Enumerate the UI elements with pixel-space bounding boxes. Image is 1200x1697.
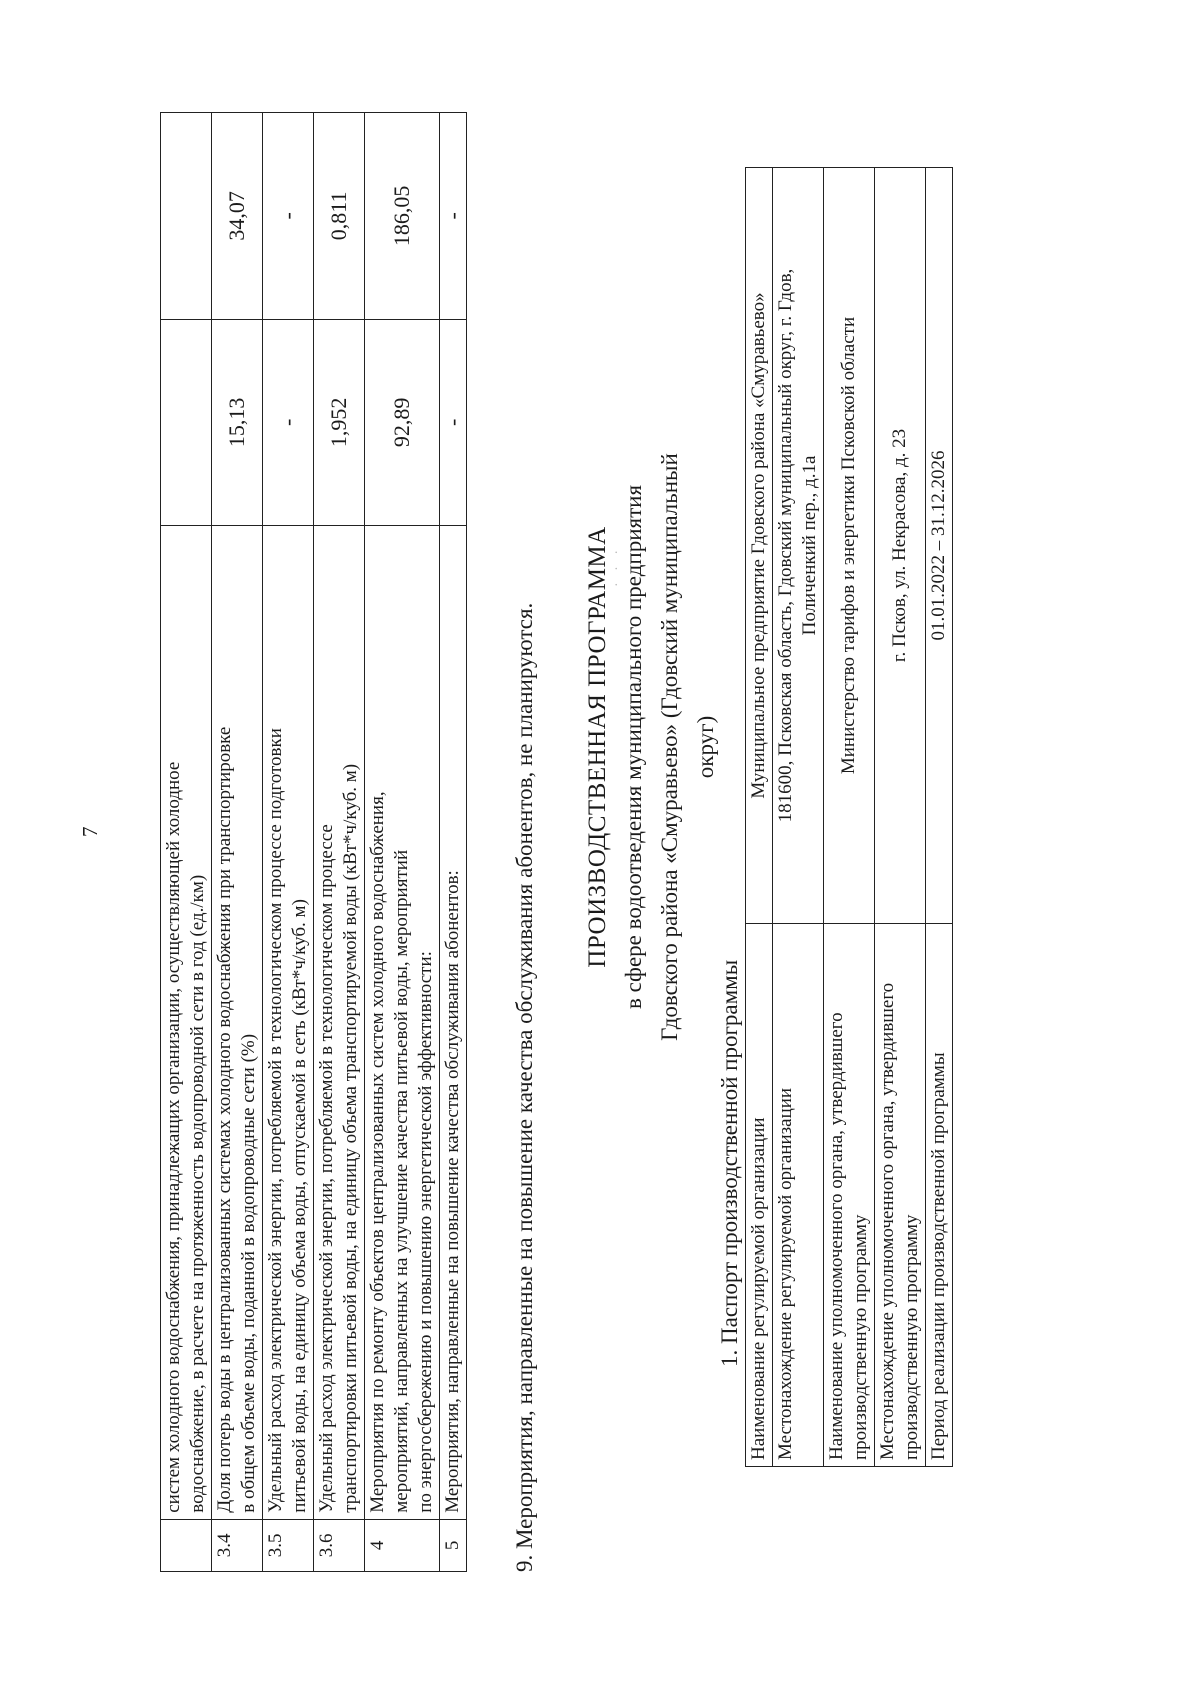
table-row — [875, 168, 926, 1467]
row-number: 3.4 — [212, 1519, 263, 1571]
label-line: Период реализации производственной программы — [928, 1052, 949, 1460]
row-number: 3.5 — [263, 1519, 314, 1571]
passport-value — [926, 168, 953, 924]
passport-label — [875, 924, 926, 1467]
row-number: 5 — [440, 1519, 467, 1571]
row-number: 3.6 — [314, 1519, 365, 1571]
description-line: Мероприятия по ремонту объектов централизованных систем холодного водоснабжения, — [367, 791, 388, 1513]
passport-value — [824, 168, 875, 924]
value-line: Муниципальное предприятие Гдовского района «Смуравьево» — [748, 292, 769, 799]
description-line: Удельный расход электрической энергии, потребляемой в технологическом процессе подготовки — [265, 728, 286, 1513]
passport-label — [824, 924, 875, 1467]
label-line: Наименование уполномоченного органа, утвердившего — [826, 1012, 847, 1460]
program-title: ПРОИЗВОДСТВЕННАЯ ПРОГРАММА — [584, 526, 611, 968]
passport-value — [875, 168, 926, 924]
description-line: мероприятий, направленных на улучшение качества питьевой воды, мероприятий — [391, 849, 412, 1513]
description-line: Доля потерь воды в централизованных системах холодного водоснабжения при транспортировке — [214, 726, 235, 1513]
table-row — [161, 113, 212, 1572]
passport-value — [746, 168, 773, 924]
row-number: 4 — [365, 1519, 440, 1571]
value-cell: 15,13 — [212, 319, 263, 525]
label-line: Местонахождение уполномоченного органа, утвердившего — [877, 982, 898, 1460]
passport-heading: 1. Паспорт производственной программы — [717, 959, 742, 1367]
value-cell: - — [263, 319, 314, 525]
value-line: Поличенкий пер., д.1а — [799, 455, 820, 636]
description-line: в общем объеме воды, поданной в водопроводные сети (%) — [238, 1033, 259, 1513]
table-row — [212, 113, 263, 1572]
value-cell: - — [440, 319, 467, 525]
section-9-text: 9. Мероприятия, направленные на повышение качества обслуживания абонентов, не планируются. — [512, 602, 537, 1572]
indicators-table — [160, 112, 467, 1572]
passport-label — [773, 924, 824, 1467]
row-description — [440, 525, 467, 1519]
table-row — [926, 168, 953, 1467]
passport-label — [926, 924, 953, 1467]
label-line: производственную программу — [901, 1214, 922, 1460]
program-title-block — [580, 437, 724, 1057]
program-subtitle-1: в сфере водоотведения муниципального предприятия — [621, 484, 646, 1010]
passport-table — [745, 167, 953, 1467]
description-line: систем холодного водоснабжения, принадлежащих организации, осуществляющей холодное — [163, 761, 184, 1513]
passport-value — [773, 168, 824, 924]
page-number: 7 — [78, 826, 102, 837]
value-cell: - — [440, 113, 467, 320]
row-description — [263, 525, 314, 1519]
table-row — [314, 113, 365, 1572]
value-cell: 0,811 — [314, 113, 365, 320]
value-cell: - — [263, 113, 314, 320]
value-cell: 34,07 — [212, 113, 263, 320]
description-line: водоснабжение, в расчете на протяженность водопроводной сети в год (ед./км) — [187, 874, 208, 1513]
row-description — [161, 525, 212, 1519]
table-row — [773, 168, 824, 1467]
description-line: питьевой воды, на единицу объема воды, отпускаемой в сеть (кВт*ч/куб. м) — [289, 899, 310, 1513]
value-cell: 1,952 — [314, 319, 365, 525]
value-cell — [161, 319, 212, 525]
table-row — [263, 113, 314, 1572]
label-line: производственную программу — [850, 1214, 871, 1460]
table-row — [365, 113, 440, 1572]
table-row — [824, 168, 875, 1467]
label-line: Местонахождение регулируемой организации — [775, 1087, 796, 1460]
description-line: транспортировки питьевой воды, на единицу объема транспортируемой воды (кВт*ч/куб. м) — [340, 763, 361, 1513]
value-cell: 186,05 — [365, 113, 440, 320]
row-number — [161, 1519, 212, 1571]
row-description — [212, 525, 263, 1519]
value-line: Министерство тарифов и энергетики Псковской области — [838, 316, 859, 775]
label-line: Наименование регулируемой организации — [748, 1117, 769, 1460]
table-row — [440, 113, 467, 1572]
program-subtitle-2: Гдовского района «Смуравьево» (Гдовский муниципальный округ) — [657, 453, 718, 1041]
row-description — [365, 525, 440, 1519]
value-cell: 92,89 — [365, 319, 440, 525]
value-line: 181600, Псковская область, Гдовский муниципальный округ, г. Гдов, — [775, 268, 796, 823]
value-cell — [161, 113, 212, 320]
faint-mark: · · · — [610, 546, 625, 587]
description-line: Удельный расход электрической энергии, потребляемой в технологическом процессе — [316, 824, 337, 1513]
value-line: г. Псков, ул. Некрасова, д. 23 — [889, 428, 910, 663]
value-line: 01.01.2022 – 31.12.2026 — [928, 450, 949, 641]
description-line: по энергосбережению и повышению энергетической эффективности: — [415, 951, 436, 1513]
description-line: Мероприятия, направленные на повышение качества обслуживания абонентов: — [442, 870, 463, 1513]
passport-label — [746, 924, 773, 1467]
row-description — [314, 525, 365, 1519]
table-row — [746, 168, 773, 1467]
